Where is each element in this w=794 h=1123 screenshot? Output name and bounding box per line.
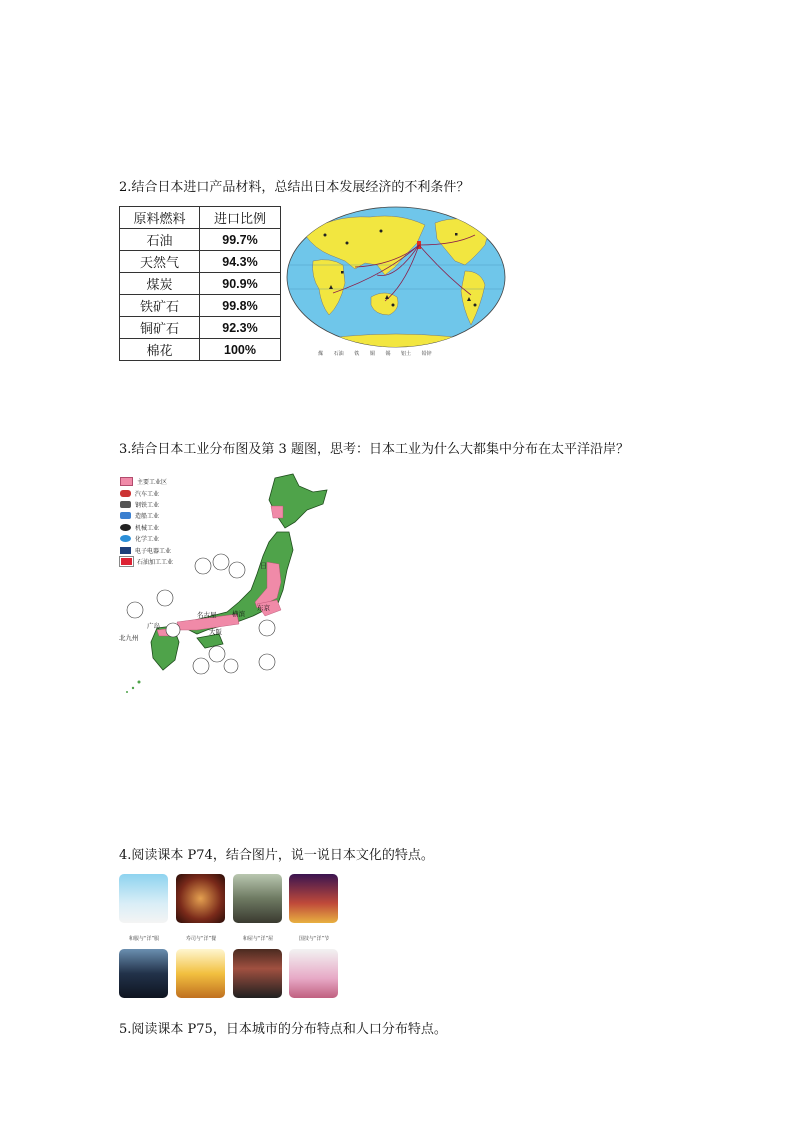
city-label: 名古屋: [197, 611, 217, 619]
table-row: [120, 229, 281, 251]
material-cell: 棉花: [120, 339, 200, 361]
refinery-icon: [120, 557, 133, 566]
legend-item: [120, 476, 173, 487]
legend-item: 铅锌: [421, 351, 432, 357]
table-row: [120, 339, 281, 361]
legend-item: 铜: [369, 351, 375, 357]
zone-swatch: [120, 477, 133, 486]
legend-label: 电子电器工业: [135, 547, 172, 555]
city-night-photo: [233, 949, 282, 998]
ratio-cell: 99.7%: [200, 229, 281, 251]
ratio-cell: 99.8%: [200, 295, 281, 317]
city-label: 大阪: [209, 628, 222, 636]
photo-caption: 和屋与“洋”屋: [242, 936, 274, 942]
city-label: 广岛: [147, 622, 160, 630]
table-header-row: [120, 207, 281, 229]
hokkaido: [269, 474, 327, 528]
legend-item: [120, 544, 173, 555]
city-label: 北九州: [119, 634, 139, 642]
header-material: 原料燃料: [120, 207, 200, 229]
legend-item: 锡: [385, 351, 391, 357]
city-label: 横滨: [232, 610, 245, 618]
ratio-cell: 92.3%: [200, 317, 281, 339]
table-row: [120, 295, 281, 317]
material-cell: 铜矿石: [120, 317, 200, 339]
festival-photo: [289, 874, 338, 923]
ratio-cell: 100%: [200, 339, 281, 361]
photo-caption: 和服与“洋”服: [128, 936, 160, 942]
flask-icon: [120, 535, 131, 542]
businessman-photo: [119, 949, 168, 998]
legend-label: 石油加工工业: [137, 558, 174, 566]
world-import-map: [285, 205, 507, 365]
question-4: 4.阅读课本 P74，结合图片，说一说日本文化的特点。: [119, 848, 434, 863]
gear-icon: [120, 524, 131, 531]
world-map-legend: [318, 350, 441, 357]
legend-label: 化学工业: [135, 536, 160, 544]
photo-caption: 寿司与“洋”餐: [185, 936, 217, 942]
legend-label: 造船工业: [135, 513, 160, 521]
question-5: 5.阅读课本 P75，日本城市的分布特点和人口分布特点。: [119, 1022, 447, 1037]
table-row: [120, 317, 281, 339]
ratio-cell: 90.9%: [200, 273, 281, 295]
table-row: [120, 273, 281, 295]
photo-caption: 国技与“洋”节: [298, 936, 330, 942]
southern-islands: [126, 681, 141, 694]
legend-item: [120, 499, 173, 510]
japan-char: 日: [260, 562, 267, 570]
steel-icon: [120, 501, 131, 508]
legend-label: 主要工业区: [137, 479, 168, 487]
legend-item: 铁: [354, 351, 360, 357]
shikoku: [197, 634, 223, 648]
material-cell: 石油: [120, 229, 200, 251]
import-ratio-table: [119, 206, 281, 361]
legend-item: 石油: [333, 351, 344, 357]
legend-item: [120, 556, 173, 567]
fast-food-photo: [176, 949, 225, 998]
legend-item: [120, 510, 173, 521]
japan-map-legend: [120, 476, 173, 567]
material-cell: 煤炭: [120, 273, 200, 295]
legend-label: 机械工业: [135, 524, 160, 532]
question-2: 2.结合日本进口产品材料，总结出日本发展经济的不利条件？: [119, 180, 470, 195]
sushi-western-food-photo: [176, 874, 225, 923]
table-row: [120, 251, 281, 273]
legend-label: 汽车工业: [135, 490, 160, 498]
legend-item: [120, 487, 173, 498]
ratio-cell: 94.3%: [200, 251, 281, 273]
legend-label: 钢铁工业: [135, 501, 160, 509]
question-3: 3.结合日本工业分布图及第 3 题图，思考：日本工业为什么大都集中分布在太平洋沿岸？: [119, 442, 629, 457]
legend-item: [120, 522, 173, 533]
house-street-photo: [233, 874, 282, 923]
wedding-photo: [289, 949, 338, 998]
tv-icon: [120, 547, 131, 554]
legend-item: 煤: [318, 351, 324, 357]
car-icon: [120, 490, 131, 497]
material-cell: 铁矿石: [120, 295, 200, 317]
ship-icon: [120, 512, 131, 519]
legend-item: [120, 533, 173, 544]
kimono-suit-photo: [119, 874, 168, 923]
material-cell: 天然气: [120, 251, 200, 273]
header-ratio: 进口比例: [200, 207, 281, 229]
city-label: 东京: [257, 604, 270, 612]
legend-item: 铝土: [401, 351, 412, 357]
